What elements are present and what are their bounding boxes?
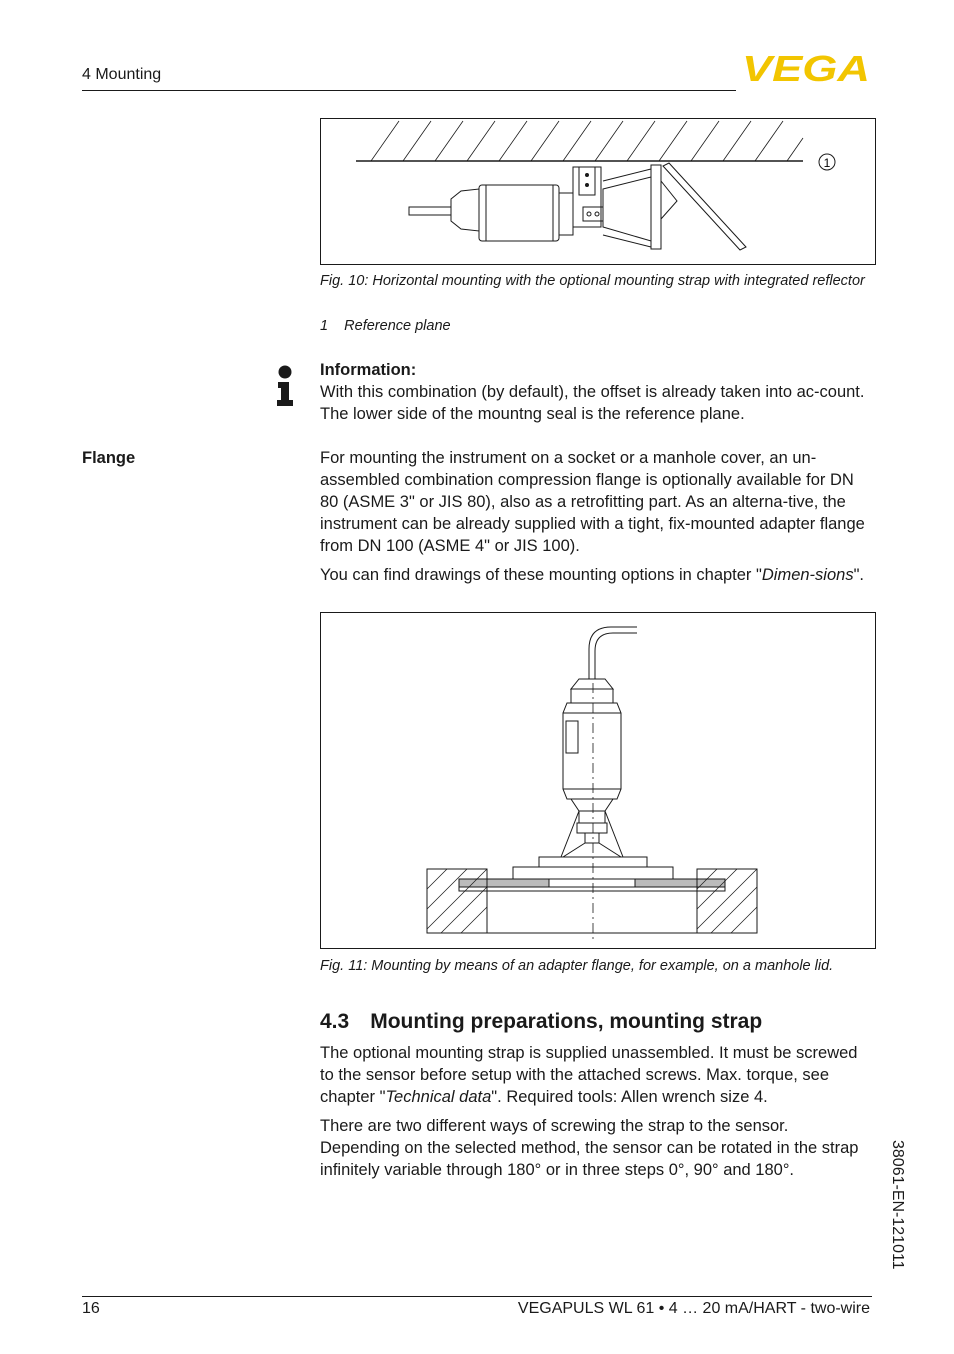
chapter-title: 4 Mounting bbox=[82, 66, 162, 83]
header-rule bbox=[82, 90, 736, 91]
figure-11 bbox=[320, 612, 876, 949]
document-id: 38061-EN-121011 bbox=[889, 1140, 906, 1270]
figure-11-caption: Fig. 11: Mounting by means of an adapter flange, for example, on a manhole lid. bbox=[320, 958, 834, 974]
page-number: 16 bbox=[82, 1300, 100, 1317]
adapter-flange-drawing bbox=[321, 613, 875, 948]
technical-data-ref: Technical data bbox=[385, 1088, 492, 1106]
product-name: VEGAPULS WL 61 • 4 … 20 mA/HART - two-wire bbox=[517, 1300, 870, 1317]
section-paragraph-1 bbox=[320, 1042, 866, 1108]
section-title: Mounting preparations, mounting strap bbox=[370, 1010, 763, 1033]
figure-10-caption: Fig. 10: Horizontal mounting with the optional mounting strap with integrated reflector bbox=[320, 273, 865, 289]
section-p1-end: ". Required tools: Allen wrench size 4. bbox=[491, 1088, 768, 1106]
vega-logo bbox=[742, 52, 872, 84]
flange-paragraph-2 bbox=[320, 564, 874, 586]
ceiling-hatch bbox=[371, 121, 803, 161]
footer-rule bbox=[82, 1296, 872, 1297]
flange-p2-text: You can find drawings of these mounting options in chapter " bbox=[320, 566, 762, 584]
info-icon bbox=[274, 364, 296, 408]
info-block bbox=[320, 359, 872, 425]
info-text: With this combination (by default), the offset is already taken into ac-count. The lower side of the mountng seal is the reference plane. bbox=[320, 383, 865, 423]
flange-paragraph-1: For mounting the instrument on a socket or a manhole cover, an un-assembled combination compression flange is optionally available for DN 80 (ASME 3" or JIS 80), also as a retrofitting part. As an alterna-tive, the instrument can be already supplied with a tight, fix-mounted adapter flange from DN 100 (ASME 4" or JIS 100). bbox=[320, 449, 865, 555]
flange-text bbox=[320, 447, 874, 593]
figure-10 bbox=[320, 118, 876, 265]
vega-logo-text: VEGA bbox=[742, 52, 870, 84]
horizontal-mounting-drawing bbox=[321, 119, 875, 264]
dimensions-chapter-ref: Dimen-sions bbox=[761, 566, 854, 584]
flange-label: Flange bbox=[82, 449, 136, 467]
figure-10-legend: 1 Reference plane bbox=[320, 318, 451, 334]
section-p1-text: The optional mounting strap is supplied unassembled. It must be screwed to the sensor before setup with the attached screws. Max. torque, see chapter " bbox=[320, 1044, 858, 1106]
flange-p2-end: ". bbox=[853, 566, 865, 584]
section-text bbox=[320, 1042, 866, 1188]
section-number: 4.3 bbox=[320, 1010, 350, 1033]
callout-number: 1 bbox=[823, 156, 831, 170]
section-paragraph-2: There are two different ways of screwing the strap to the sensor. Depending on the selected method, the sensor can be rotated in the strap infinitely variable through 180° or in three steps 0°, 90° and 180°. bbox=[320, 1117, 859, 1179]
info-title: Information: bbox=[320, 361, 417, 379]
section-heading bbox=[320, 1010, 762, 1034]
